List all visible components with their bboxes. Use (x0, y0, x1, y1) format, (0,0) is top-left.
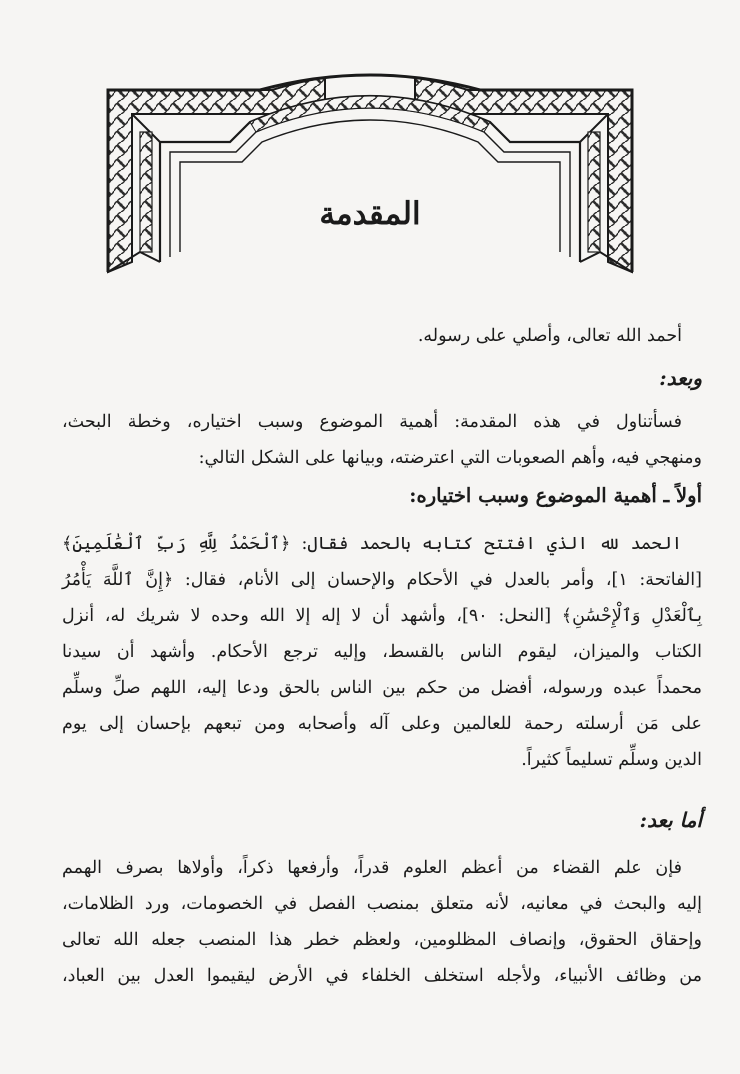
text-line: الكتاب والميزان، ليقوم الناس بالقسط، وإليه ترجع الأحكام. وأشهد أن سيدنا (62, 642, 702, 662)
section-title: أولاً ـ أهمية الموضوع وسبب اختياره: (409, 484, 702, 507)
text-line: ومنهجي فيه، وأهم الصعوبات التي اعترضته، وبيانها على الشكل التالي: (198, 448, 702, 468)
paragraph-judiciary (62, 850, 702, 994)
text-line: محمداً عبده ورسوله، أفضل من حكم بين الناس بالحق ودعا إليه، اللهم صلِّ وسلِّم (62, 678, 702, 698)
text-line: الدين وسلِّم تسليماً كثيراً. (521, 750, 702, 770)
subheading-amma-baad: أما بعد: (639, 808, 702, 832)
text-line: من وظائف الأنبياء، ولأجله استخلف الخلفاء في الأرض ليقيموا العدل بين العباد، (62, 966, 702, 986)
opening-text: أحمد الله تعالى، وأصلي على رسوله. (417, 326, 682, 346)
text-line: وإحقاق الحقوق، وإنصاف المظلومين، ولعظم خطر هذا المنصب جعله الله تعالى (62, 930, 702, 950)
opening-line (62, 318, 702, 354)
text-line: [الفاتحة: ١]، وأمر بالعدل في الأحكام والإحسان إلى الأنام، فقال: ﴿إِنَّ ٱللَّهَ يَأْمُرُ (62, 570, 702, 590)
text-line: إليه والبحث في معانيه، لأنه متعلق بمنصب الفصل في الخصومات، ورد الظلامات، (62, 894, 702, 914)
text-line: فسأتناول في هذه المقدمة: أهمية الموضوع وسبب اختياره، وخطة البحث، (62, 412, 682, 432)
amma-baad-block (62, 802, 702, 838)
text-line: الحمد لله الذي افتتح كتابه بالحمد فقال: ﴿ٱلْحَمْدُ لِلَّهِ رَبِّ ٱلْعَٰلَمِينَ﴾ (62, 534, 682, 554)
paragraph-intro (62, 404, 702, 476)
text-line: على مَن أرسلته رحمة للعالمين وعلى آله وأصحابه ومن تبعهم بإحسان إلى يوم (62, 714, 702, 734)
text-line: فإن علم القضاء من أعظم العلوم قدراً، وأرفعها ذكراً، وأولاها بصرف الهمم (62, 858, 682, 878)
subheading-wabaad: وبعد: (659, 366, 702, 390)
chapter-title: المقدمة (319, 196, 421, 232)
paragraph-praise (62, 526, 702, 778)
section-title-block (62, 478, 702, 514)
text-line: بِٱلْعَدْلِ وَٱلْإِحْسَٰنِ﴾ [النحل: ٩٠]، وأشهد أن لا إله إلا الله وحده لا شريك له، أنزل (62, 606, 702, 626)
ornamental-header-frame-icon (100, 72, 640, 277)
wabaad-heading-block (62, 360, 702, 396)
